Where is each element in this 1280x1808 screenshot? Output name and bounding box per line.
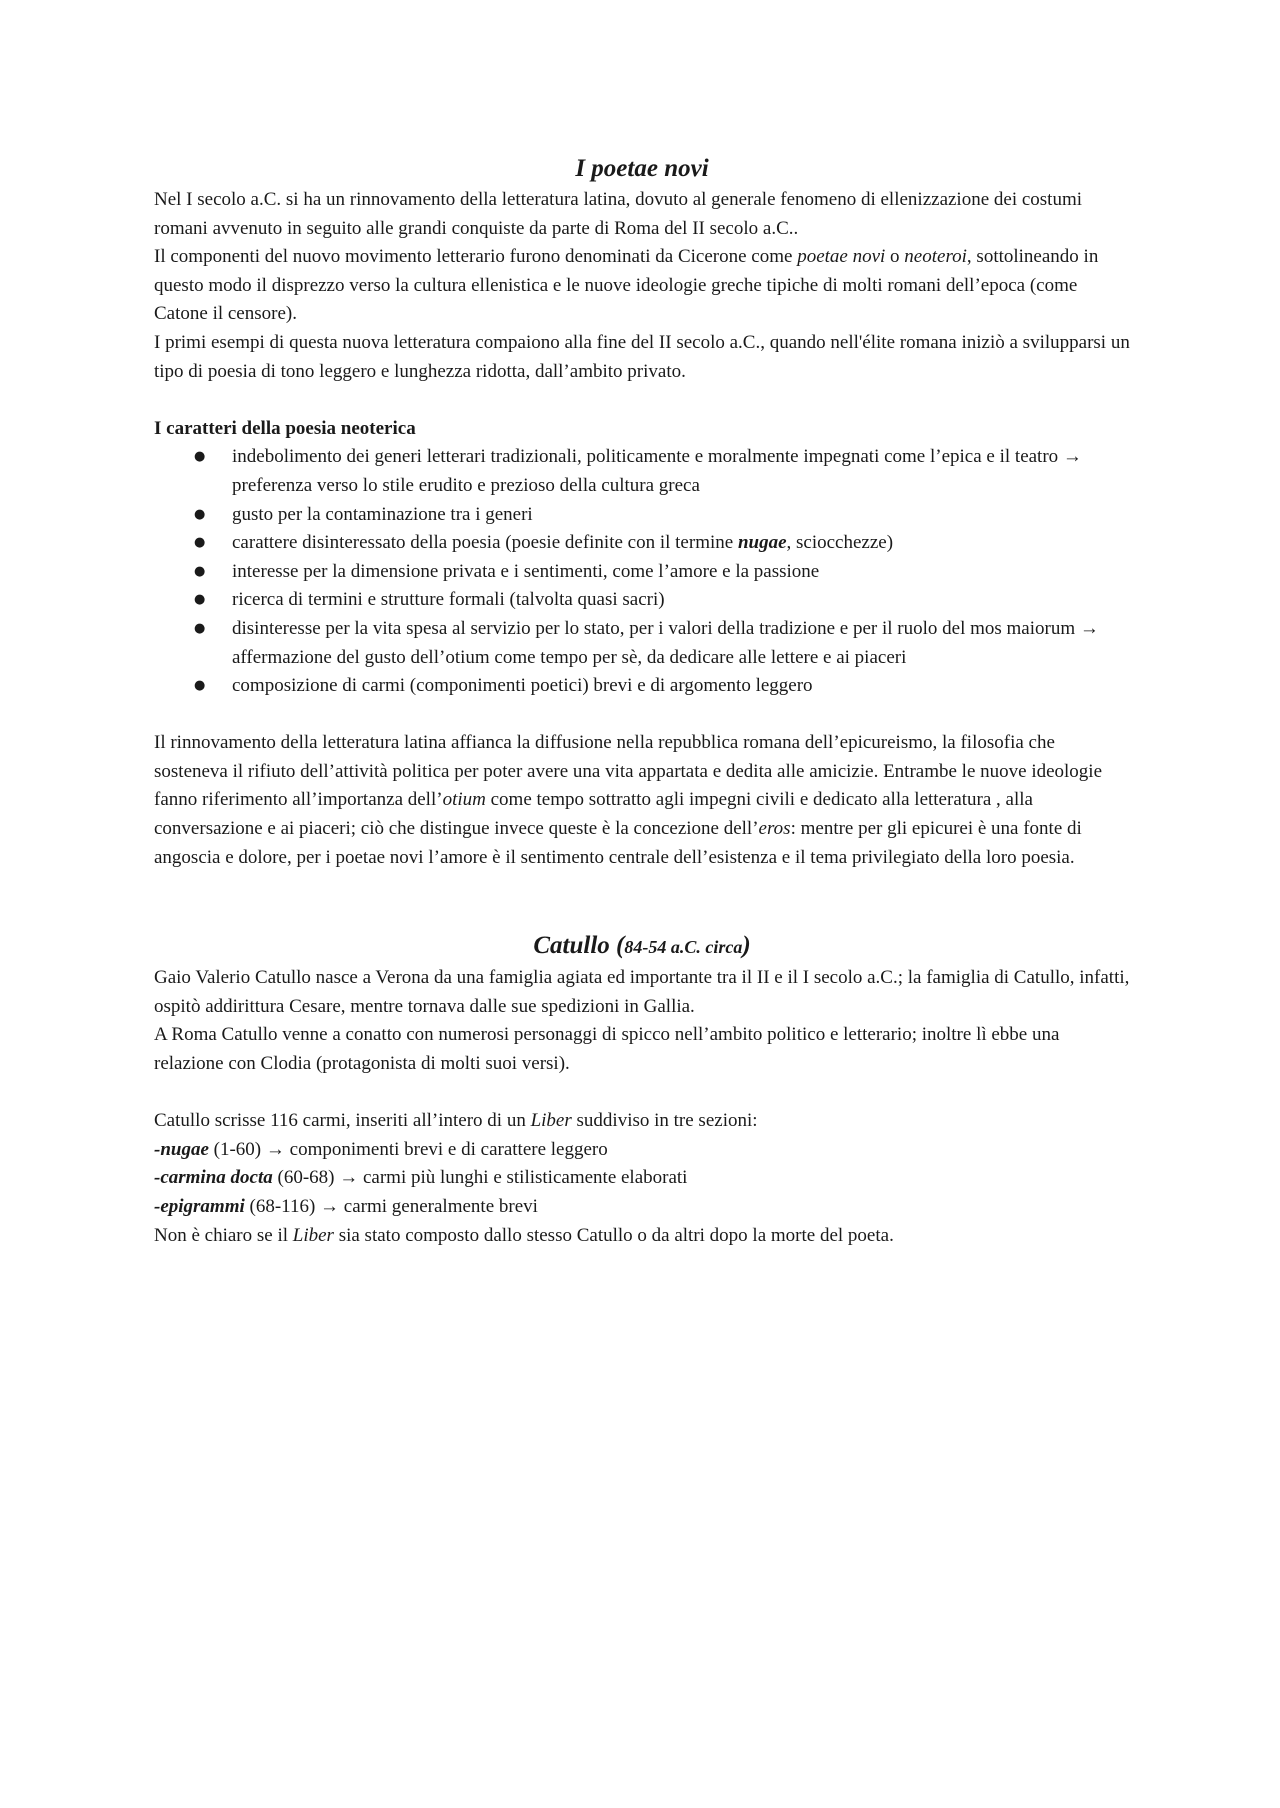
list-item: ● disinteresse per la vita spesa al servizio per lo stato, per i valori della tradizione e per il ruolo del mos maiorum → affermazione del gusto dell’otium come tempo per sè, da dedicare alle lettere e ai piaceri [232, 615, 1130, 672]
work-line [154, 1136, 1130, 1165]
section-title-catullo [154, 929, 1130, 964]
spacer [154, 701, 1130, 730]
paragraph-works-outro [154, 1222, 1130, 1251]
paragraph-works-intro [154, 1107, 1130, 1136]
text-run: carattere disinteressato della poesia (poesie definite con il termine [232, 532, 738, 554]
list-item: ● indebolimento dei generi letterari tradizionali, politicamente e moralmente impegnati come l’epica e il teatro → preferenza verso lo stile erudito e prezioso della cultura greca [232, 443, 1130, 500]
work-desc: (1-60) → componimenti brevi e di carattere leggero [208, 1138, 608, 1160]
paragraph-intro-2 [154, 243, 1130, 329]
text-run: Il rinnovamento della letteratura latina affianca la diffusione nella repubblica romana dell’epicureismo, la filosofia che sosteneva il rifiuto dell’attività politica per poter avere una vita appartata e dedita alle amicizie. Entrambe le nuove ideologie fanno riferimento all’importanza dell’ [154, 732, 1103, 811]
paragraph-epicureismo [154, 729, 1130, 872]
text-run: Il componenti del nuovo movimento letterario furono denominati da Cicerone come [154, 246, 798, 268]
work-name: -epigrammi [154, 1196, 245, 1217]
text-run: Non è chiaro se il [154, 1224, 293, 1246]
spacer [154, 1079, 1130, 1108]
spacer [154, 386, 1130, 415]
list-item [232, 529, 1130, 558]
title-dates: 84-54 a.C. circa [624, 937, 743, 958]
term-liber: Liber [292, 1224, 334, 1246]
text-run: sia stato composto dallo stesso Catullo o da altri dopo la morte del poeta. [333, 1224, 894, 1246]
term-eros: eros [758, 818, 791, 840]
term-poetae-novi: poetae novi [797, 246, 886, 268]
text-run: , sottolineando in questo modo il disprezzo verso la cultura ellenistica e le nuove ideologie greche tipiche di molti romani dell’epoca (come Catone il censore). [154, 246, 1099, 325]
text-run: , sciocchezze) [786, 532, 894, 554]
work-line [154, 1193, 1130, 1222]
spacer [154, 872, 1130, 929]
title-main: Catullo ( [533, 932, 625, 960]
list-item: ● gusto per la contaminazione tra i generi [232, 501, 1130, 530]
text-run: o [885, 246, 905, 268]
text-run: suddiviso in tre sezioni: [571, 1110, 758, 1132]
list-item: ● interesse per la dimensione privata e i sentimenti, come l’amore e la passione [232, 558, 1130, 587]
paragraph-bio-1: Gaio Valerio Catullo nasce a Verona da una famiglia agiata ed importante tra il II e il I secolo a.C.; la famiglia di Catullo, infatti, ospitò addirittura Cesare, mentre tornava dalle sue spedizioni in Gallia. [154, 967, 1130, 1017]
work-line [154, 1164, 1130, 1193]
list-item: ● ricerca di termini e strutture formali (talvolta quasi sacri) [232, 586, 1130, 615]
paragraph-intro-1: Nel I secolo a.C. si ha un rinnovamento della letteratura latina, dovuto al generale fenomeno di ellenizzazione dei costumi romani avvenuto in seguito alle grandi conquiste da parte di Roma del II secolo a.C.. [154, 189, 1083, 239]
work-name: -nugae [154, 1138, 209, 1160]
text-run: come tempo sottratto agli impegni civili e dedicato alla letteratura , alla conversazione e ai piaceri; ciò che distingue invece queste è la concezione dell’ [154, 789, 1033, 840]
term-neoteroi: neoteroi [904, 246, 967, 268]
section-title-poetae-novi: I poetae novi [575, 155, 709, 182]
paragraph-intro-3: I primi esempi di questa nuova letteratura compaiono alla fine del II secolo a.C., quando nell'élite romana iniziò a svilupparsi un tipo di poesia di tono leggero e lunghezza ridotta, dall’ambito privato. [154, 331, 1130, 382]
term-nugae: nugae [737, 532, 787, 554]
subheading-caratteri: I caratteri della poesia neoterica [154, 417, 416, 439]
work-desc: (60-68) → carmi più lunghi e stilisticamente elaborati [272, 1167, 688, 1189]
work-desc: (68-116) → carmi generalmente brevi [244, 1196, 538, 1217]
text-run: : mentre per gli epicurei è una fonte di angoscia e dolore, per i poetae novi l’amore è il sentimento centrale dell’esistenza e il tema privilegiato della loro poesia. [154, 818, 1082, 868]
features-list [154, 443, 1130, 700]
term-liber: Liber [530, 1110, 572, 1132]
title-close: ) [742, 932, 751, 960]
text-run: Catullo scrisse 116 carmi, inseriti all’intero di un [154, 1110, 531, 1132]
term-otium: otium [442, 789, 486, 811]
list-item: ● composizione di carmi (componimenti poetici) brevi e di argomento leggero [232, 672, 1130, 701]
work-name: -carmina docta [154, 1167, 273, 1189]
paragraph-bio-2: A Roma Catullo venne a conatto con numerosi personaggi di spicco nell’ambito politico e letterario; inoltre lì ebbe una relazione con Clodia (protagonista di molti suoi versi). [154, 1024, 1060, 1075]
